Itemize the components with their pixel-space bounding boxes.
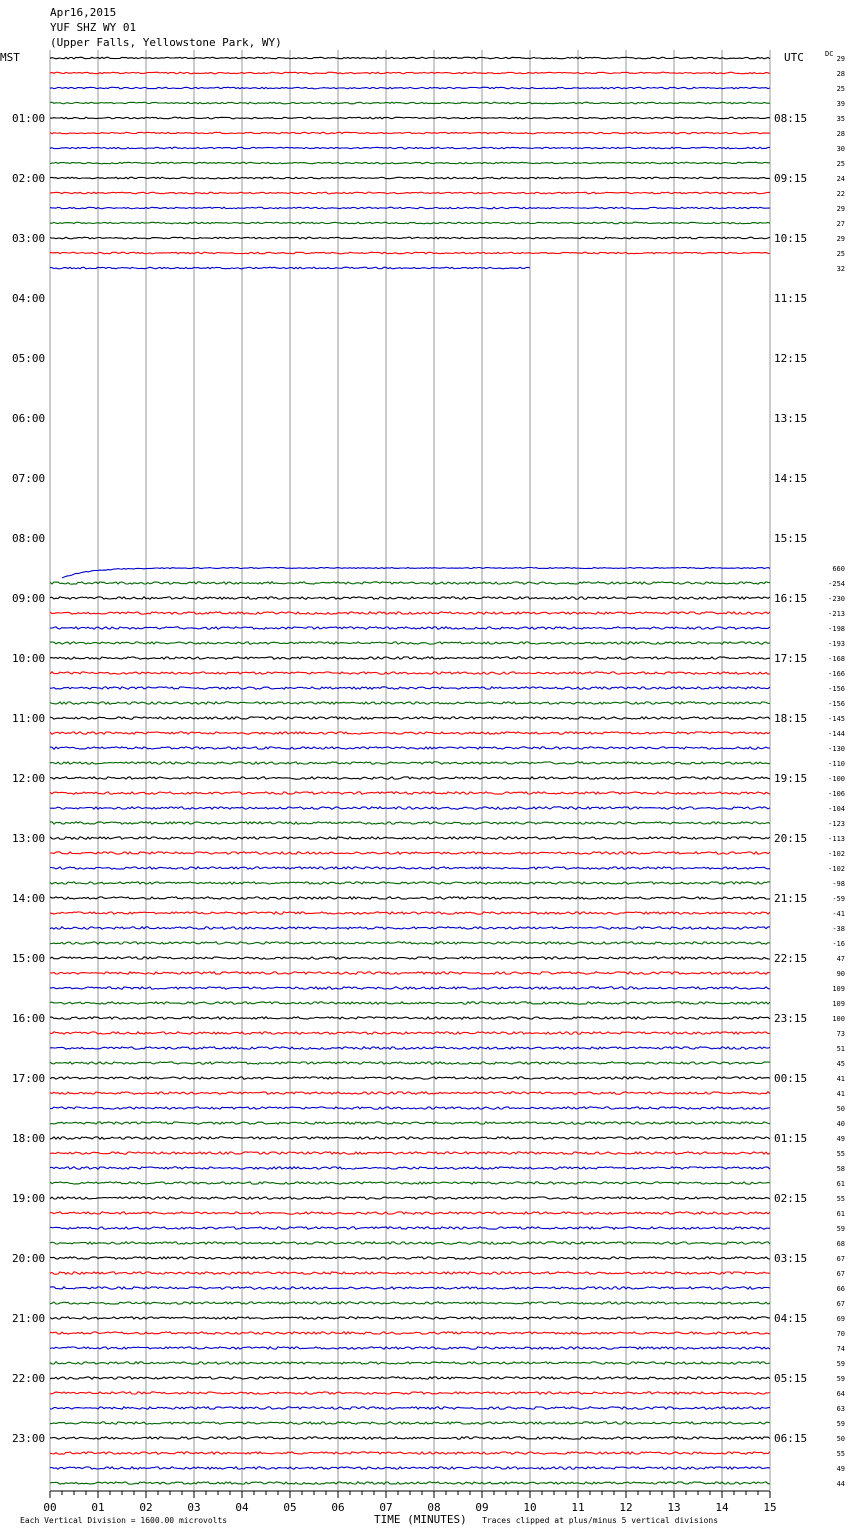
trace-row-10	[50, 207, 770, 209]
trace-row-58	[50, 927, 770, 929]
mst-label: 06:00	[12, 412, 46, 425]
dc-offset-label: 28	[836, 70, 845, 78]
trace-row-37	[50, 612, 770, 614]
dc-offset-label: -59	[832, 895, 845, 903]
trace-row-65	[50, 1032, 770, 1034]
trace-row-47	[50, 762, 770, 764]
header-station: YUF SHZ WY 01	[50, 21, 137, 34]
mst-label: 05:00	[12, 352, 46, 365]
trace-row-83	[50, 1302, 770, 1304]
dc-offset-label: 55	[836, 1195, 845, 1203]
trace-row-44	[50, 717, 770, 719]
utc-label: 05:15	[774, 1372, 808, 1385]
trace-row-79	[50, 1242, 770, 1244]
trace-row-53	[50, 852, 770, 854]
utc-label: 23:15	[774, 1012, 808, 1025]
trace-row-7	[50, 162, 770, 164]
x-tick-label: 03	[187, 1501, 201, 1514]
trace-row-89	[50, 1392, 770, 1394]
x-tick-label: 09	[475, 1501, 489, 1514]
dc-offset-label: 50	[836, 1105, 845, 1113]
dc-offset-label: -254	[828, 580, 845, 588]
dc-offset-label: 59	[836, 1225, 845, 1233]
trace-row-2	[50, 87, 770, 89]
dc-offset-label: 49	[836, 1135, 845, 1143]
utc-label: 06:15	[774, 1432, 808, 1445]
mst-label: 16:00	[12, 1012, 46, 1025]
utc-label: 01:15	[774, 1132, 808, 1145]
dc-offset-label: -102	[828, 850, 845, 858]
mst-label: 12:00	[12, 772, 46, 785]
trace-row-85	[50, 1332, 770, 1334]
dc-offset-label: 25	[836, 160, 845, 168]
dc-offset-label: 25	[836, 85, 845, 93]
mst-label: 02:00	[12, 172, 46, 185]
dc-offset-label: 67	[836, 1300, 845, 1308]
trace-row-84	[50, 1317, 770, 1319]
trace-row-59	[50, 942, 770, 944]
trace-row-38	[50, 627, 770, 629]
dc-offset-label: 24	[836, 175, 845, 183]
dc-offset-label: 50	[836, 1435, 845, 1443]
dc-offset-label: 74	[836, 1345, 845, 1353]
dc-offset-label: -100	[828, 775, 845, 783]
utc-label: 13:15	[774, 412, 808, 425]
mst-label: 08:00	[12, 532, 46, 545]
mst-label: 11:00	[12, 712, 46, 725]
dc-offset-label: 109	[832, 1000, 845, 1008]
trace-row-48	[50, 777, 770, 779]
x-axis	[43, 1491, 776, 1514]
dc-offset-label: 28	[836, 130, 845, 138]
left-timezone-label: MST	[0, 51, 20, 64]
dc-offset-label: 41	[836, 1075, 845, 1083]
mst-label: 14:00	[12, 892, 46, 905]
utc-label: 19:15	[774, 772, 808, 785]
trace-row-70	[50, 1107, 770, 1109]
trace-row-8	[50, 177, 770, 179]
dc-offset-label: 27	[836, 220, 845, 228]
trace-row-41	[50, 672, 770, 674]
trace-row-55	[50, 882, 770, 884]
dc-offset-label: 59	[836, 1420, 845, 1428]
trace-row-13	[50, 252, 770, 254]
utc-label: 00:15	[774, 1072, 808, 1085]
dc-offset-label: -106	[828, 790, 845, 798]
x-tick-label: 04	[235, 1501, 249, 1514]
x-tick-label: 06	[331, 1501, 345, 1514]
trace-row-66	[50, 1047, 770, 1049]
x-tick-label: 05	[283, 1501, 297, 1514]
dc-offset-label: 47	[836, 955, 845, 963]
trace-row-73	[50, 1152, 770, 1154]
utc-label: 15:15	[774, 532, 808, 545]
mst-label: 19:00	[12, 1192, 46, 1205]
trace-row-74	[50, 1167, 770, 1169]
trace-row-95	[50, 1482, 770, 1484]
trace-row-5	[50, 132, 770, 134]
utc-label: 20:15	[774, 832, 808, 845]
utc-label: 22:15	[774, 952, 808, 965]
trace-row-36	[50, 597, 770, 599]
trace-row-68	[50, 1077, 770, 1079]
trace-row-60	[50, 957, 770, 959]
mst-label: 07:00	[12, 472, 46, 485]
mst-label: 10:00	[12, 652, 46, 665]
dc-offset-label: -168	[828, 655, 845, 663]
dc-offset-label: -193	[828, 640, 845, 648]
dc-offset-label: -145	[828, 715, 845, 723]
dc-offset-label: 29	[836, 55, 845, 63]
dc-offset-label: -113	[828, 835, 845, 843]
utc-label: 02:15	[774, 1192, 808, 1205]
trace-row-52	[50, 837, 770, 839]
trace-row-92	[50, 1437, 770, 1439]
dc-offset-label: -38	[832, 925, 845, 933]
trace-row-76	[50, 1197, 770, 1199]
dc-offset-label: 45	[836, 1060, 845, 1068]
trace-row-82	[50, 1287, 770, 1289]
trace-row-94	[50, 1467, 770, 1469]
trace-row-87	[50, 1362, 770, 1364]
dc-offset-label: 49	[836, 1465, 845, 1473]
utc-label: 03:15	[774, 1252, 808, 1265]
mst-label: 20:00	[12, 1252, 46, 1265]
trace-row-43	[50, 702, 770, 704]
trace-row-71	[50, 1122, 770, 1124]
utc-label: 12:15	[774, 352, 808, 365]
dc-offset-label: 90	[836, 970, 845, 978]
utc-label: 08:15	[774, 112, 808, 125]
trace-row-75	[50, 1182, 770, 1184]
dc-offset-label: 39	[836, 100, 845, 108]
mst-label: 17:00	[12, 1072, 46, 1085]
dc-offset-label: 59	[836, 1375, 845, 1383]
trace-row-88	[50, 1377, 770, 1379]
mst-label: 21:00	[12, 1312, 46, 1325]
mst-label: 15:00	[12, 952, 46, 965]
x-tick-label: 12	[619, 1501, 633, 1514]
x-tick-label: 10	[523, 1501, 537, 1514]
dc-offset-label: 55	[836, 1450, 845, 1458]
utc-label: 11:15	[774, 292, 808, 305]
trace-row-35	[50, 582, 770, 584]
trace-row-93	[50, 1452, 770, 1454]
dc-offset-label: 67	[836, 1255, 845, 1263]
utc-label: 14:15	[774, 472, 808, 485]
dc-offset-label: 55	[836, 1150, 845, 1158]
mst-label: 01:00	[12, 112, 46, 125]
dc-offset-label: -123	[828, 820, 845, 828]
dc-offset-label: 41	[836, 1090, 845, 1098]
dc-offset-label: 69	[836, 1315, 845, 1323]
dc-offset-label: 67	[836, 1270, 845, 1278]
trace-row-1	[50, 72, 770, 74]
mst-label: 23:00	[12, 1432, 46, 1445]
dc-offset-label: -144	[828, 730, 845, 738]
dc-label: DC	[825, 50, 834, 58]
trace-row-81	[50, 1272, 770, 1274]
x-tick-label: 02	[139, 1501, 153, 1514]
trace-row-63	[50, 1002, 770, 1004]
dc-offset-label: 68	[836, 1240, 845, 1248]
mst-label: 13:00	[12, 832, 46, 845]
dc-offset-label: 61	[836, 1210, 845, 1218]
dc-offset-label: -166	[828, 670, 845, 678]
dc-offset-label: 51	[836, 1045, 845, 1053]
x-tick-label: 14	[715, 1501, 729, 1514]
dc-offset-label: 40	[836, 1120, 845, 1128]
mst-hour-labels	[12, 112, 45, 1445]
trace-row-69	[50, 1092, 770, 1094]
trace-row-9	[50, 192, 770, 194]
dc-offset-label: -156	[828, 685, 845, 693]
trace-row-3	[50, 102, 770, 104]
header-location: (Upper Falls, Yellowstone Park, WY)	[50, 36, 282, 49]
dc-offset-label: 59	[836, 1360, 845, 1368]
trace-row-72	[50, 1137, 770, 1139]
trace-row-90	[50, 1407, 770, 1409]
dc-offset-label: -98	[832, 880, 845, 888]
dc-offset-label: -198	[828, 625, 845, 633]
scale-note: Each Vertical Division = 1600.00 microvolts	[20, 1516, 228, 1525]
trace-row-57	[50, 912, 770, 914]
mst-label: 22:00	[12, 1372, 46, 1385]
utc-label: 10:15	[774, 232, 808, 245]
right-timezone-label: UTC	[784, 51, 804, 64]
dc-offset-label: 63	[836, 1405, 845, 1413]
dc-offset-label: 100	[832, 1015, 845, 1023]
trace-row-0	[50, 57, 770, 59]
trace-row-86	[50, 1347, 770, 1349]
header-date: Apr16,2015	[50, 6, 117, 19]
trace-row-42	[50, 687, 770, 689]
dc-offset-label: 35	[836, 115, 845, 123]
dc-offset-label: -41	[832, 910, 845, 918]
dc-offset-label: -213	[828, 610, 845, 618]
trace-row-50	[50, 807, 770, 809]
mst-label: 03:00	[12, 232, 46, 245]
trace-row-11	[50, 222, 770, 224]
dc-offset-label: 660	[832, 565, 845, 573]
trace-row-67	[50, 1062, 770, 1064]
dc-offset-label: -102	[828, 865, 845, 873]
x-tick-label: 00	[43, 1501, 57, 1514]
trace-row-46	[50, 747, 770, 749]
trace-row-62	[50, 987, 770, 989]
utc-label: 18:15	[774, 712, 808, 725]
dc-offset-label: 64	[836, 1390, 845, 1398]
seismic-traces	[50, 57, 770, 1484]
trace-row-91	[50, 1422, 770, 1424]
dc-offset-label: 66	[836, 1285, 845, 1293]
x-tick-label: 11	[571, 1501, 585, 1514]
dc-offset-label: -230	[828, 595, 845, 603]
x-tick-label: 13	[667, 1501, 681, 1514]
utc-label: 21:15	[774, 892, 808, 905]
dc-offset-label: 29	[836, 235, 845, 243]
utc-label: 04:15	[774, 1312, 808, 1325]
utc-label: 17:15	[774, 652, 808, 665]
dc-offset-label: 32	[836, 265, 845, 273]
trace-row-61	[50, 972, 770, 974]
dc-offset-label: -110	[828, 760, 845, 768]
dc-offset-label: -16	[832, 940, 845, 948]
trace-row-56	[50, 897, 770, 899]
trace-row-6	[50, 147, 770, 149]
x-tick-label: 08	[427, 1501, 441, 1514]
dc-offset-label: 29	[836, 205, 845, 213]
dc-offset-label: -130	[828, 745, 845, 753]
trace-row-78	[50, 1227, 770, 1229]
utc-label: 09:15	[774, 172, 808, 185]
trace-row-80	[50, 1257, 770, 1259]
dc-offset-label: 30	[836, 145, 845, 153]
x-tick-label: 01	[91, 1501, 105, 1514]
trace-row-49	[50, 792, 770, 794]
trace-row-34	[62, 568, 770, 578]
dc-offset-label: 44	[836, 1480, 845, 1488]
x-axis-title: TIME (MINUTES)	[374, 1513, 467, 1526]
dc-offset-label: -156	[828, 700, 845, 708]
trace-row-54	[50, 867, 770, 869]
dc-offset-label: -104	[828, 805, 845, 813]
dc-offset-label: 22	[836, 190, 845, 198]
trace-row-40	[50, 657, 770, 659]
mst-label: 04:00	[12, 292, 46, 305]
dc-offset-labels	[828, 55, 845, 1488]
dc-offset-label: 70	[836, 1330, 845, 1338]
trace-row-39	[50, 642, 770, 644]
trace-row-4	[50, 117, 770, 119]
trace-row-64	[50, 1017, 770, 1019]
trace-row-12	[50, 237, 770, 239]
trace-row-51	[50, 822, 770, 824]
trace-row-45	[50, 732, 770, 734]
mst-label: 18:00	[12, 1132, 46, 1145]
dc-offset-label: 109	[832, 985, 845, 993]
mst-label: 09:00	[12, 592, 46, 605]
dc-offset-label: 73	[836, 1030, 845, 1038]
trace-row-77	[50, 1212, 770, 1214]
dc-offset-label: 25	[836, 250, 845, 258]
clip-note: Traces clipped at plus/minus 5 vertical divisions	[482, 1516, 719, 1525]
dc-offset-label: 58	[836, 1165, 845, 1173]
dc-offset-label: 61	[836, 1180, 845, 1188]
x-tick-label: 15	[763, 1501, 777, 1514]
utc-label: 16:15	[774, 592, 808, 605]
utc-hour-labels	[774, 112, 807, 1445]
x-tick-label: 07	[379, 1501, 393, 1514]
